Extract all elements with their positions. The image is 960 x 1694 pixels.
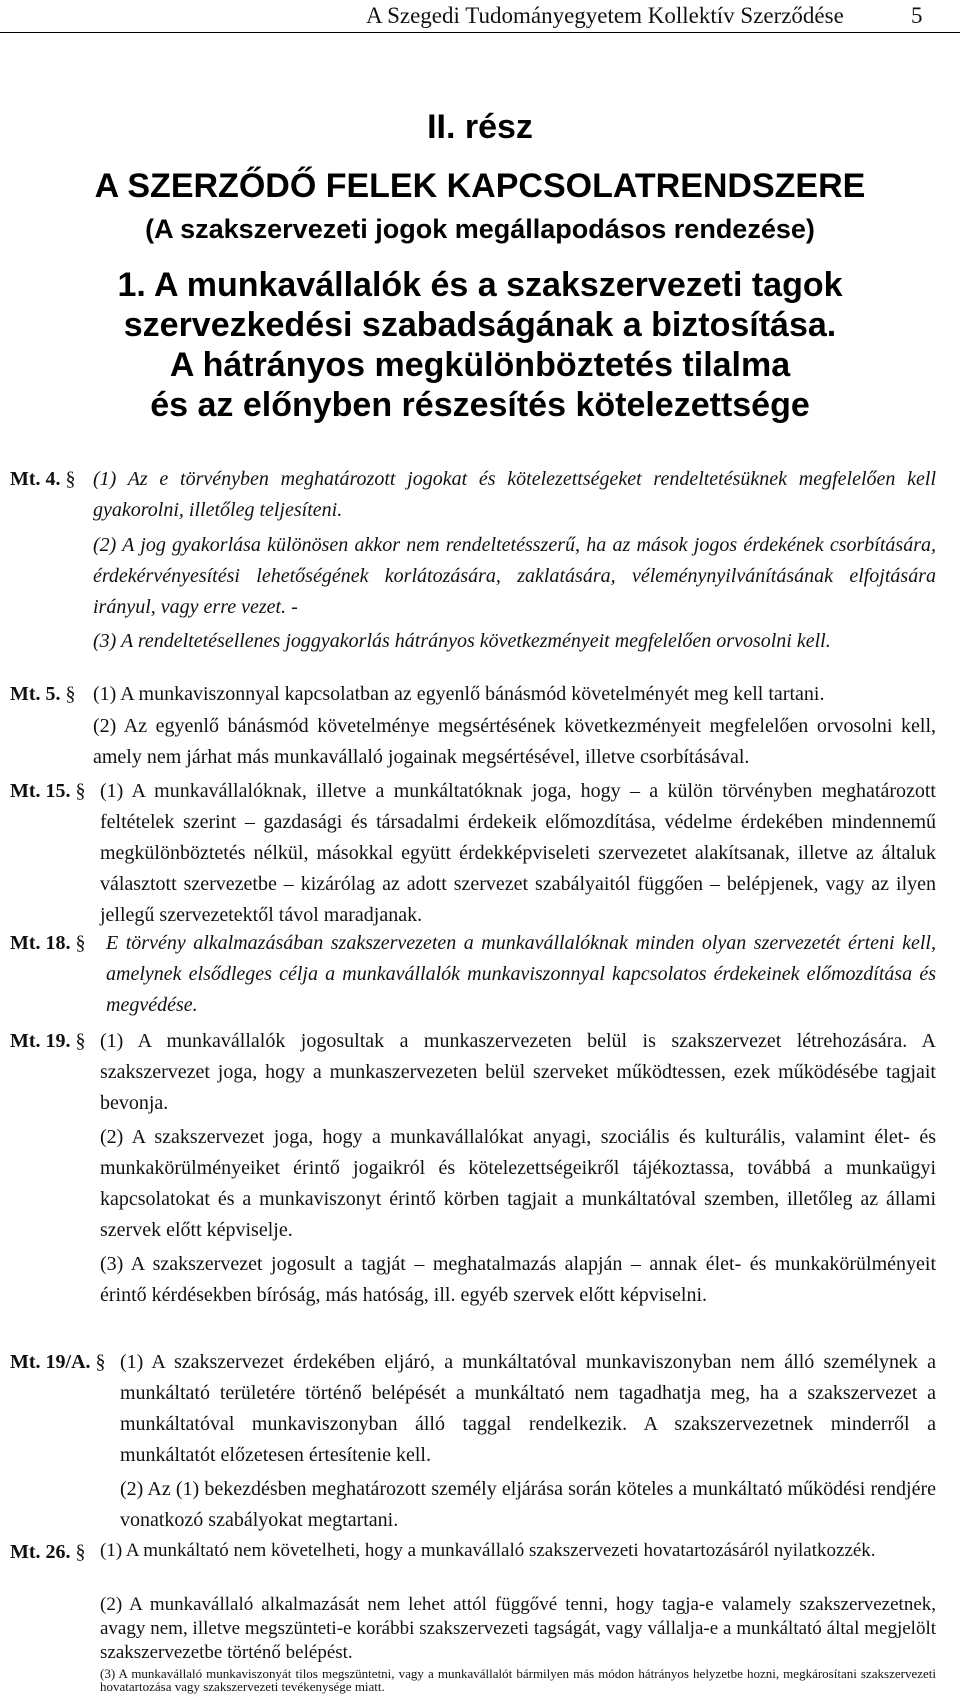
section-label-mt15 xyxy=(10,776,86,807)
mt18-paragraph-1: E törvény alkalmazásában szakszervezeten a munkavállalóknak minden olyan szervezetét érteni kell, amelynek elsődleges célja a munkavállalók munkaviszonnyal kapcsolatos érdekeinek előmozdítása és megvédése. xyxy=(106,932,936,1016)
section-label-mt5 xyxy=(10,679,76,710)
section-label-mt26 xyxy=(10,1537,86,1568)
mt19-paragraph-1: (1) A munkavállalók jogosultak a munkaszervezeten belül is szakszervezet létrehozására. A szakszervezet joga, hogy a munkaszervezeten belül szerveket működtessen, ezek működésébe tagjait bevonja. xyxy=(100,1030,936,1114)
mt26-paragraph-1: (1) A munkáltató nem követelheti, hogy a munkavállaló szakszervezeti hovatartozásáról nyilatkozzék. xyxy=(100,1540,876,1561)
chapter-heading-line-2: szervezkedési szabadságának a biztosítása. xyxy=(123,306,837,344)
part-title: A SZERZŐDŐ FELEK KAPCSOLATRENDSZERE xyxy=(94,167,866,205)
page-header xyxy=(0,0,960,33)
section-number: Mt. 5. xyxy=(10,683,61,705)
section-sign: § xyxy=(95,1351,106,1373)
chapter-heading-line-1: 1. A munkavállalók és a szakszervezeti tagok xyxy=(117,266,843,304)
section-label-mt19a xyxy=(10,1347,106,1378)
section-sign: § xyxy=(65,683,76,705)
section-number: Mt. 19/A. xyxy=(10,1351,91,1373)
section-number: Mt. 15. xyxy=(10,780,71,802)
page-number: 5 xyxy=(911,3,923,28)
mt26-paragraph-3: (3) A munkavállaló munkaviszonyát tilos megszüntetni, vagy a munkavállalót bármilyen más módon hátrányos helyzetbe hozni, megkárosítani szakszervezeti hovatartozása vagy szakszervezeti tevékenysége miatt. xyxy=(100,1666,936,1694)
running-title: A Szegedi Tudományegyetem Kollektív Szerződése xyxy=(366,3,844,28)
section-sign: § xyxy=(75,780,86,802)
mt19a-paragraph-1: (1) A szakszervezet érdekében eljáró, a munkáltatóval munkaviszonyban nem álló személynek a munkáltató területére történő belépését a munkáltató nem tagadhatja meg, ha a szakszervezet a munkáltatóval munkaviszonyban álló taggal rendelkezik. A szakszervezetnek minderről a munkáltatót előzetesen értesítenie kell. xyxy=(120,1351,936,1466)
mt4-paragraph-3: (3) A rendeltetésellenes joggyakorlás hátrányos következményeit megfelelően orvosolni kell. xyxy=(93,630,831,652)
section-label-mt4 xyxy=(10,464,76,495)
section-sign: § xyxy=(75,932,86,954)
section-sign: § xyxy=(75,1541,86,1563)
mt19-paragraph-2: (2) A szakszervezet joga, hogy a munkavállalókat anyagi, szociális és kulturális, valamint élet- és munkakörülményeiket érintő jogaikról és kötelezettségeikről tájékoztassa, továbbá a munkaügyi kapcsolatokat és a munkaviszonyt érintő körben tagjait a munkáltatóval szemben, illetőleg az állami szervek előtt képviselje. xyxy=(100,1126,936,1241)
section-sign: § xyxy=(75,1030,86,1052)
section-sign: § xyxy=(65,468,76,490)
mt4-paragraph-1: (1) Az e törvényben meghatározott jogokat és kötelezettségeket rendeltetésüknek megfelelően kell gyakorolni, illetőleg teljesíteni. xyxy=(93,468,936,521)
section-number: Mt. 26. xyxy=(10,1541,71,1563)
section-number: Mt. 4. xyxy=(10,468,61,490)
mt15-paragraph-1: (1) A munkavállalóknak, illetve a munkáltatóknak joga, hogy – a külön törvényben meghatározott feltételek szerint – gazdasági és társadalmi érdekeik előmozdítása, védelme érdekében mindennemű megkülönböztetés nélkül, másokkal együtt érdekképviseleti szervezetet alakítsanak, illetve az általuk választott szervezetbe – kizárólag az adott szervezet szabályaitól függően – belépjenek, vagy az ilyen jellegű szervezetektől távol maradjanak. xyxy=(100,780,936,926)
mt26-paragraph-2: (2) A munkavállaló alkalmazását nem lehet attól függővé tenni, hogy tagja-e valamely szakszervezetnek, avagy nem, illetve megszünteti-e korábbi szakszervezeti tagságát, vagy vállalja-e a munkáltató által megjelölt szakszervezetbe történő belépést. xyxy=(100,1594,936,1663)
mt4-paragraph-2: (2) A jog gyakorlása különösen akkor nem rendeltetésszerű, ha az mások jogos érdekének csorbítására, érdekérvényesítési lehetőségének korlátozására, zaklatására, véleménynyilvánításának elfojtására irányul, vagy erre vezet. - xyxy=(93,534,936,618)
mt19-paragraph-3: (3) A szakszervezet jogosult a tagját – meghatalmazás alapján – annak élet- és munkakörülményeit érintő kérdésekben bíróság, más hatóság, ill. egyéb szervek előtt képviselni. xyxy=(100,1253,936,1306)
mt5-paragraph-2: (2) Az egyenlő bánásmód követelménye megsértésének következményeit megfelelően orvosolni kell, amely nem járhat más munkavállaló jogainak megsértésével, illetve csorbításával. xyxy=(93,715,936,768)
section-label-mt19 xyxy=(10,1026,86,1057)
section-label-mt18 xyxy=(10,928,86,959)
part-heading: II. rész xyxy=(427,108,533,146)
section-number: Mt. 19. xyxy=(10,1030,71,1052)
part-subtitle: (A szakszervezeti jogok megállapodásos rendezése) xyxy=(145,214,815,244)
chapter-heading-line-3: A hátrányos megkülönböztetés tilalma xyxy=(169,346,791,384)
mt19a-paragraph-2: (2) Az (1) bekezdésben meghatározott személy eljárása során köteles a munkáltató működési rendjére vonatkozó szabályokat megtartani. xyxy=(120,1478,936,1531)
section-number: Mt. 18. xyxy=(10,932,71,954)
mt5-paragraph-1: (1) A munkaviszonnyal kapcsolatban az egyenlő bánásmód követelményét meg kell tartani. xyxy=(93,683,825,705)
chapter-heading-line-4: és az előnyben részesítés kötelezettsége xyxy=(150,386,810,424)
